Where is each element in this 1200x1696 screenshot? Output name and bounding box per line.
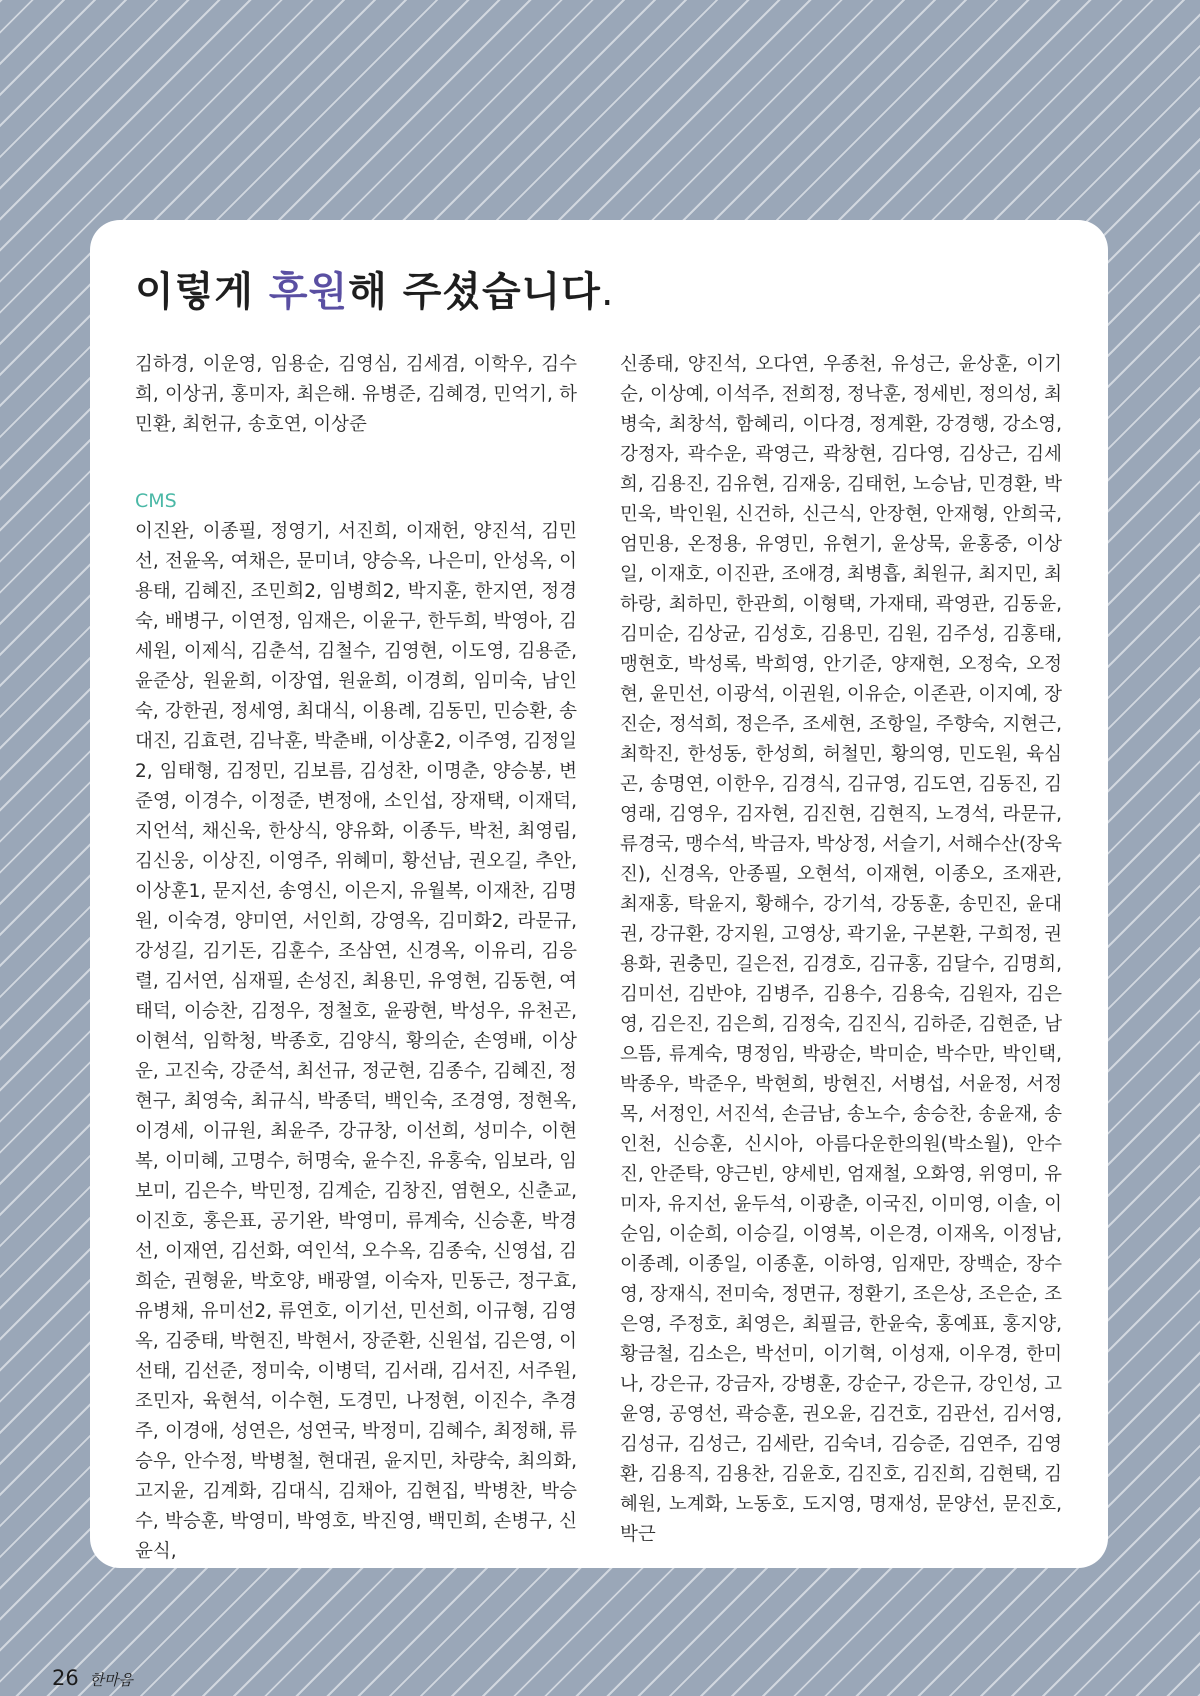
title-period: . [600, 269, 615, 315]
cms-heading: CMS [135, 490, 177, 512]
donor-list-card [90, 220, 1108, 1568]
page-number: 26 [52, 1666, 79, 1690]
right-column [620, 350, 1062, 1550]
title-prefix: 이렇게 [135, 269, 269, 315]
magazine-logo: 한마음 [89, 1671, 133, 1689]
continued-donor-names: 신종태, 양진석, 오다연, 우종천, 유성근, 윤상훈, 이기순, 이상예, 이석주, 전희정, 정낙훈, 정세빈, 정의성, 최병숙, 최창석, 함혜리, 이다경, 정계환, 강경행, 강소영, 강정자, 곽수운, 곽영근, 곽창현, 김다영, 김상근, 김세희, 김용진, 김유현, 김재웅, 김태헌, 노승남, 민경환, 박민욱, 박인원, 신건하, 신근식, 안장현, 안재형, 안희국, 엄민용, 온정용, 유영민, 유현기, 윤상묵, 윤홍중, 이상일, 이재호, 이진관, 조애경, 최병흡, 최원규, 최지민, 최하랑, 최하민, 한관희, 이형택, 가재태, 곽영관, 김동윤, 김미순, 김상균, 김성호, 김용민, 김원, 김주성, 김홍태, 맹현호, 박성록, 박희영, 안기준, 양재현, 오정숙, 오정현, 윤민선, 이광석, 이권원, 이유순, 이존관, 이지예, 장진순, 정석희, 정은주, 조세현, 조항일, 주향숙, 지현근, 최학진, 한성동, 한성희, 허철민, 황의영, 민도원, 육심곤, 송명연, 이한우, 김경식, 김규영, 김도연, 김동진, 김영래, 김영우, 김자현, 김진현, 김현직, 노경석, 라문규, 류경국, 맹수석, 박금자, 박상정, 서슬기, 서해수산(장욱진), 신경옥, 안종필, 오현석, 이재현, 이종오, 조재관, 최재홍, 탁윤지, 황해수, 강기석, 강동훈, 송민진, 윤대권, 강규환, 강지원, 고영상, 곽기윤, 구본환, 구희정, 권용화, 권충민, 길은전, 김경호, 김규홍, 김달수, 김명희, 김미선, 김반야, 김병주, 김용수, 김용숙, 김원자, 김은영, 김은진, 김은희, 김정숙, 김진식, 김하준, 김현준, 남으뜸, 류계숙, 명정임, 박광순, 박미순, 박수만, 박인택, 박종우, 박준우, 박현희, 방현진, 서병섭, 서윤정, 서정목, 서정인, 서진석, 손금남, 송노수, 송승찬, 송윤재, 송인천, 신승훈, 신시아, 아름다운한의원(박소월), 안수진, 안준탁, 양근빈, 양세빈, 엄재철, 오화영, 위영미, 유미자, 유지선, 윤두석, 이광춘, 이국진, 이미영, 이솔, 이순임, 이순희, 이승길, 이영복, 이은경, 이재옥, 이정남, 이종례, 이종일, 이종훈, 이하영, 임재만, 장백순, 장수영, 장재식, 전미숙, 정면규, 정환기, 조은상, 조은순, 조은영, 주정호, 최영은, 최필금, 한윤숙, 홍예표, 홍지양, 황금철, 김소은, 박선미, 이기혁, 이성재, 이우경, 한미나, 강은규, 강금자, 강병훈, 강순구, 강은규, 강인성, 고윤영, 공영선, 곽승훈, 권오윤, 김건호, 김관선, 김서영, 김성규, 김성근, 김세란, 김숙녀, 김승준, 김연주, 김영환, 김용직, 김용찬, 김윤호, 김진호, 김진희, 김현택, 김혜원, 노계화, 노동호, 도지영, 명재성, 문양선, 문진호, 박근 [620, 354, 1062, 1545]
page-title [135, 260, 615, 317]
page-footer [52, 1666, 133, 1690]
title-highlight: 후원 [268, 269, 349, 315]
intro-donor-names: 김하경, 이운영, 임용순, 김영심, 김세겸, 이학우, 김수희, 이상귀, 홍미자, 최은해. 유병준, 김혜경, 민억기, 하민환, 최헌규, 송호연, 이상준 [135, 354, 577, 435]
cms-donor-names: 이진완, 이종필, 정영기, 서진희, 이재헌, 양진석, 김민선, 전윤옥, 여채은, 문미녀, 양승옥, 나은미, 안성옥, 이용태, 김혜진, 조민희2, 임병희2, 박지훈, 한지연, 정경숙, 배병구, 이연정, 임재은, 이윤구, 한두희, 박영아, 김세원, 이제식, 김춘석, 김철수, 김영현, 이도영, 김용준, 윤준상, 원윤희, 이장엽, 원윤희, 이경희, 임미숙, 남인숙, 강한권, 정세영, 최대식, 이용례, 김동민, 민승환, 송대진, 김효련, 김낙훈, 박춘배, 이상훈2, 이주영, 김정일2, 임태형, 김정민, 김보름, 김성찬, 이명춘, 양승봉, 변준영, 이경수, 이정준, 변정애, 소인섭, 장재택, 이재덕, 지언석, 채신욱, 한상식, 양유화, 이종두, 박천, 최영림, 김신웅, 이상진, 이영주, 위혜미, 황선남, 권오길, 추안, 이상훈1, 문지선, 송영신, 이은지, 유월복, 이재찬, 김명원, 이숙경, 양미연, 서인희, 강영옥, 김미화2, 라문규, 강성길, 김기돈, 김훈수, 조삼연, 신경옥, 이유리, 김응렬, 김서연, 심재필, 손성진, 최용민, 유영현, 김동현, 여태덕, 이승찬, 김정우, 정철호, 윤광현, 박성우, 유천곤, 이현석, 임학청, 박종호, 김양식, 황의순, 손영배, 이상운, 고진숙, 강준석, 최선규, 정군현, 김종수, 김혜진, 정현구, 최영숙, 최규식, 박종덕, 백인숙, 조경영, 정현옥, 이경세, 이규원, 최윤주, 강규창, 이선희, 성미수, 이현복, 이미혜, 고명수, 허명숙, 윤수진, 유홍숙, 임보라, 임보미, 김은수, 박민정, 김계순, 김창진, 염현오, 신춘교, 이진호, 홍은표, 공기완, 박영미, 류계숙, 신승훈, 박경선, 이재연, 김선화, 여인석, 오수옥, 김종숙, 신영섭, 김희순, 권형윤, 박호양, 배광열, 이숙자, 민동근, 정구효, 유병채, 유미선2, 류연호, 이기선, 민선희, 이규형, 김영옥, 김중태, 박현진, 박현서, 장준환, 신원섭, 김은영, 이선태, 김선준, 정미숙, 이병덕, 김서래, 김서진, 서주원, 조민자, 육현석, 이수현, 도경민, 나정현, 이진수, 추경주, 이경애, 성연은, 성연국, 박정미, 김혜수, 최정해, 류승우, 안수정, 박병철, 현대권, 윤지민, 차량숙, 최의화, 고지윤, 김계화, 김대식, 김채아, 김현집, 박병찬, 박승수, 박승훈, 박영미, 박영호, 박진영, 백민희, 손병구, 신윤식, [135, 521, 577, 1562]
title-suffix: 해 주셨습니다 [348, 269, 601, 315]
left-column [135, 350, 577, 1562]
